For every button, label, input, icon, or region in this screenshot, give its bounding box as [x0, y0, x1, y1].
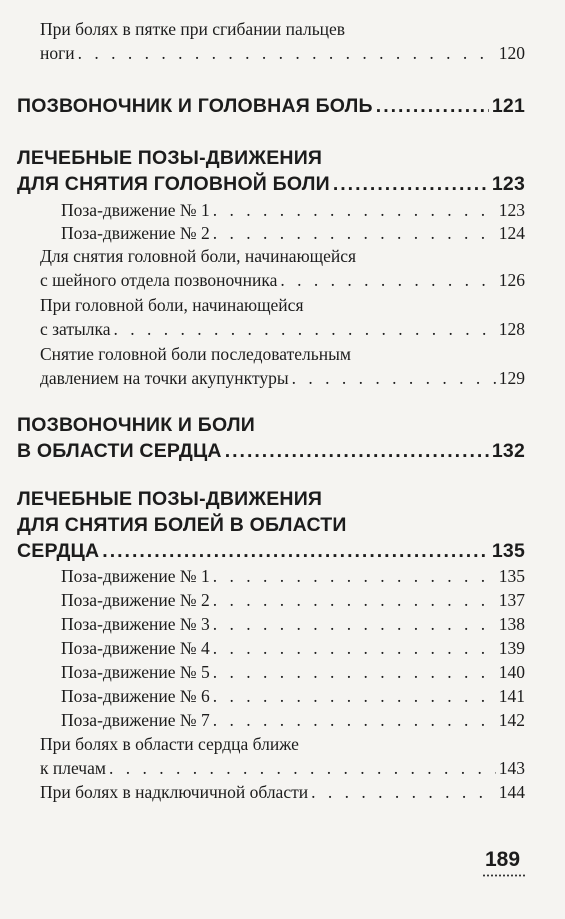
toc-entry[interactable] [40, 368, 525, 389]
dot-leader [213, 566, 496, 587]
toc-entry-text: давлением на точки акупунктуры [40, 368, 289, 388]
dot-leader [213, 686, 496, 707]
toc-entry-text: При болях в области сердца ближе [40, 734, 299, 754]
dot-leader [213, 590, 496, 611]
dot-leader [213, 223, 496, 244]
toc-section-entry[interactable] [17, 95, 525, 118]
dot-leader [333, 173, 489, 196]
dot-leader [109, 758, 496, 779]
toc-section-title: ЛЕЧЕБНЫЕ ПОЗЫ-ДВИЖЕНИЯ [17, 488, 323, 510]
toc-page-number: 123 [498, 200, 525, 220]
toc-section-title: СЕРДЦА [17, 540, 100, 562]
dot-leader [213, 614, 496, 635]
page-number: 189 [484, 848, 521, 871]
toc-entry[interactable] [40, 758, 525, 779]
toc-entry-text: Поза-движение № 2 [61, 223, 210, 243]
toc-entry[interactable] [61, 566, 525, 587]
toc-entry[interactable] [61, 614, 525, 635]
toc-entry[interactable] [61, 662, 525, 683]
toc-section-title: ПОЗВОНОЧНИК И ГОЛОВНАЯ БОЛЬ [17, 95, 373, 117]
toc-section-entry[interactable] [17, 540, 525, 563]
toc-entry-text: Поза-движение № 1 [61, 566, 210, 586]
toc-page-number: 138 [498, 614, 525, 634]
toc-entry[interactable] [40, 270, 525, 291]
toc-page-number: 143 [498, 758, 525, 778]
toc-entry[interactable] [61, 638, 525, 659]
dot-leader [311, 782, 496, 803]
toc-entry[interactable] [40, 319, 525, 340]
toc-entry[interactable] [61, 223, 525, 244]
toc-entry[interactable] [40, 43, 525, 64]
dot-leader [102, 540, 489, 563]
toc-entry[interactable] [61, 710, 525, 731]
toc-entry-text: При болях в надключичной области [40, 782, 309, 802]
toc-page-number: 142 [498, 710, 525, 730]
toc-entry-text: При болях в пятке при сгибании пальцев [40, 19, 346, 39]
toc-page-number: 135 [491, 540, 525, 562]
toc-page-number: 140 [498, 662, 525, 682]
dot-leader [292, 368, 496, 389]
toc-section-title: ДЛЯ СНЯТИЯ ГОЛОВНОЙ БОЛИ [17, 173, 330, 195]
dot-leader [78, 43, 496, 64]
toc-page-number: 135 [498, 566, 525, 586]
toc-entry-text: Снятие головной боли последовательным [40, 344, 351, 364]
toc-entry-text: ноги [40, 43, 75, 63]
toc-section-entry[interactable] [17, 173, 525, 196]
toc-page-number: 124 [498, 223, 525, 243]
toc-entry-text: Поза-движение № 2 [61, 590, 210, 610]
toc-section-title: В ОБЛАСТИ СЕРДЦА [17, 440, 222, 462]
dot-leader [213, 710, 496, 731]
toc-entry[interactable] [61, 590, 525, 611]
toc-section-title: ЛЕЧЕБНЫЕ ПОЗЫ-ДВИЖЕНИЯ [17, 147, 323, 169]
dot-leader [213, 662, 496, 683]
toc-entry-text: Поза-движение № 7 [61, 710, 210, 730]
toc-section-title: ДЛЯ СНЯТИЯ БОЛЕЙ В ОБЛАСТИ [17, 514, 347, 536]
toc-page-number: 144 [498, 782, 525, 802]
toc-page-number: 139 [498, 638, 525, 658]
dot-leader [280, 270, 495, 291]
toc-entry-text: Поза-движение № 1 [61, 200, 210, 220]
toc-page-number: 132 [491, 440, 525, 462]
dot-leader [213, 638, 496, 659]
toc-entry-text: Поза-движение № 6 [61, 686, 210, 706]
toc-entry-text: Поза-движение № 3 [61, 614, 210, 634]
dot-leader [213, 200, 496, 221]
toc-page-number: 126 [498, 270, 525, 290]
toc-page-number: 129 [498, 368, 525, 388]
toc-entry-text: к плечам [40, 758, 106, 778]
toc-page-number: 137 [498, 590, 525, 610]
toc-entry[interactable] [40, 782, 525, 803]
toc-section-entry[interactable] [17, 440, 525, 463]
toc-page-number: 123 [491, 173, 525, 195]
toc-entry[interactable] [61, 200, 525, 221]
toc-page-number: 141 [498, 686, 525, 706]
dot-leader [114, 319, 496, 340]
toc-section-title: ПОЗВОНОЧНИК И БОЛИ [17, 414, 255, 436]
toc-entry-text: Для снятия головной боли, начинающейся [40, 246, 357, 266]
toc-page-number: 120 [498, 43, 525, 63]
dot-leader [225, 440, 489, 463]
toc-entry-text: При головной боли, начинающейся [40, 295, 304, 315]
toc-entry-text: Поза-движение № 5 [61, 662, 210, 682]
page-number-dots [482, 874, 526, 877]
toc-entry-text: с затылка [40, 319, 111, 339]
toc-entry-text: с шейного отдела позвоночника [40, 270, 278, 290]
toc-entry[interactable] [61, 686, 525, 707]
toc-page-number: 128 [498, 319, 525, 339]
dot-leader [376, 95, 489, 118]
toc-entry-text: Поза-движение № 4 [61, 638, 210, 658]
toc-page-number: 121 [491, 95, 525, 117]
